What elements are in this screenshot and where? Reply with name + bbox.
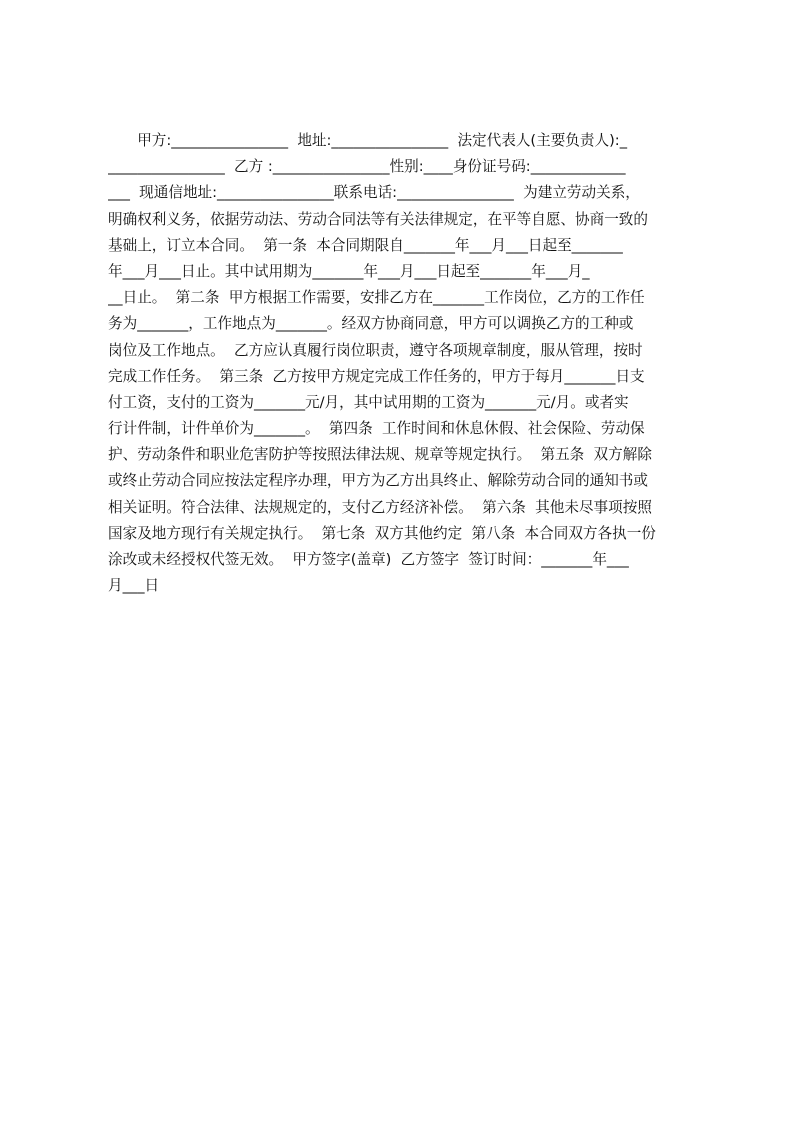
text-line: 或终止劳动合同应按法定程序办理，甲方为乙方出具终止、解除劳动合同的通知书或 bbox=[108, 472, 648, 490]
text-line: 基础上，订立本合同。 第一条 本合同期限自_______年___月___日起至_______ bbox=[108, 236, 623, 254]
text-line: ________________ 乙方 :________________性别:____身份证号码:_____________ bbox=[108, 158, 626, 176]
text-line: 月___日 bbox=[108, 577, 160, 595]
contract-body bbox=[108, 128, 700, 599]
text-line: __日止。 第二条 甲方根据工作需要，安排乙方在_______工作岗位，乙方的工作任 bbox=[108, 289, 645, 307]
text-line: ___ 现通信地址:________________联系电话:________________ 为建立劳动关系， bbox=[108, 184, 640, 202]
text-line: 甲方:________________ 地址:________________ 法定代表人(主要负责人):_ bbox=[108, 132, 627, 149]
text-line: 国家及地方现行有关规定执行。 第七条 双方其他约定 第八条 本合同双方各执一份 bbox=[108, 524, 656, 542]
text-line: 行计件制，计件单价为_______。 第四条 工作时间和休息休假、社会保险、劳动保 bbox=[108, 420, 645, 438]
text-line: 明确权利义务，依据劳动法、劳动合同法等有关法律规定，在平等自愿、协商一致的 bbox=[108, 210, 648, 228]
text-line: 岗位及工作地点。 乙方应认真履行岗位职责，遵守各项规章制度，服从管理，按时 bbox=[108, 341, 643, 359]
text-line: 涂改或未经授权代签无效。 甲方签字(盖章) 乙方签字 签订时间：_______年___ bbox=[108, 551, 629, 568]
text-line: 付工资，支付的工资为_______元/月，其中试用期的工资为_______元/月。或者实 bbox=[108, 393, 629, 411]
text-line: 完成工作任务。 第三条 乙方按甲方规定完成工作任务的，甲方于每月_______日支 bbox=[108, 367, 645, 385]
text-line: 年___月___日止。其中试用期为_______年___月___日起至_______年___月_ bbox=[108, 262, 590, 280]
text-line: 护、劳动条件和职业危害防护等按照法律法规、规章等规定执行。 第五条 双方解除 bbox=[108, 446, 652, 464]
text-line: 务为_______，工作地点为_______。经双方协商同意，甲方可以调换乙方的工种或 bbox=[108, 315, 634, 333]
text-line: 相关证明。符合法律、法规规定的，支付乙方经济补偿。 第六条 其他未尽事项按照 bbox=[108, 498, 652, 516]
